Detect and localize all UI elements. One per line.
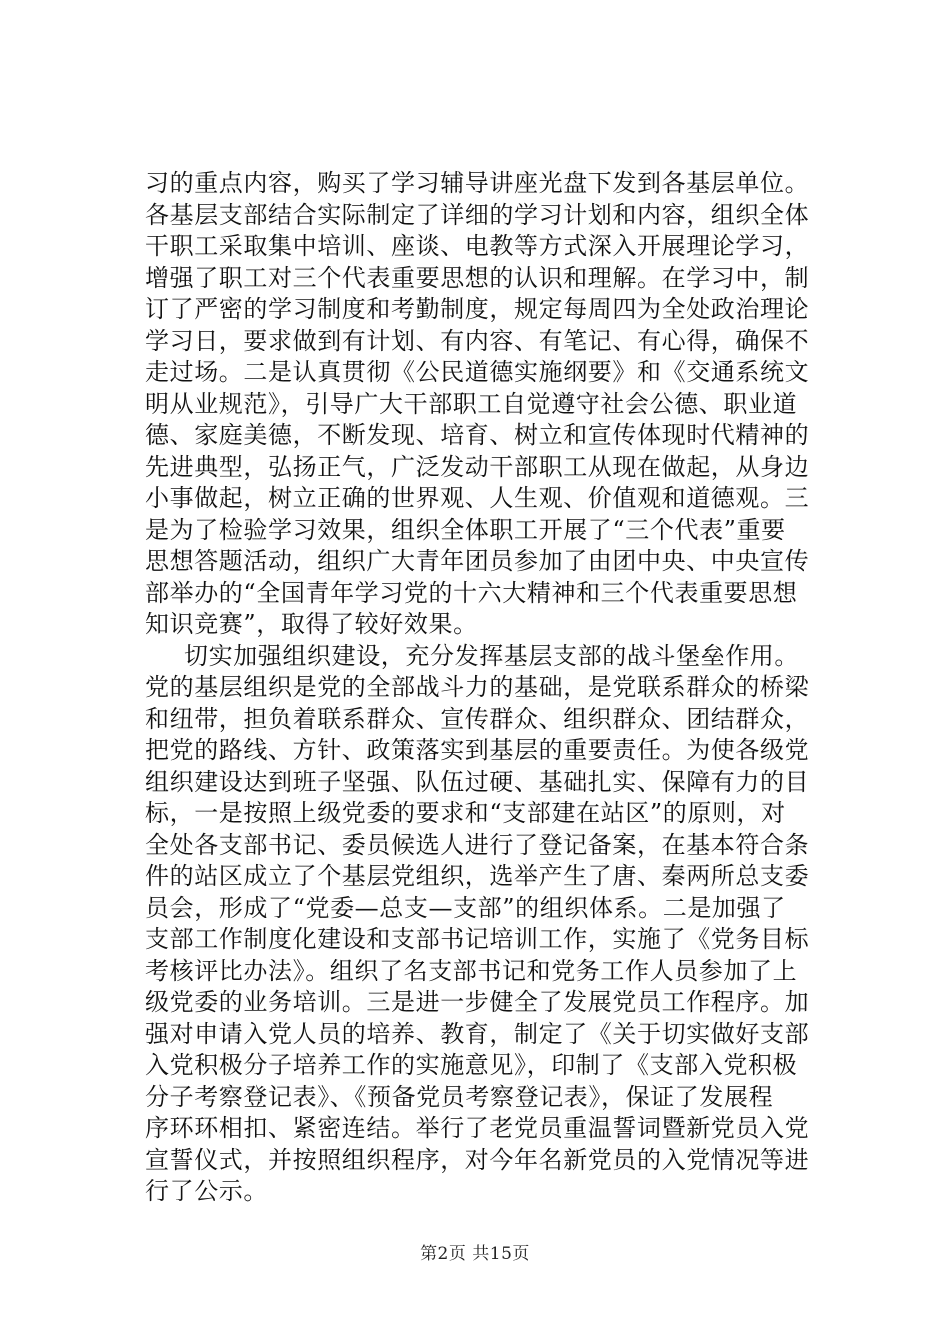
text-line: 是为了检验学习效果，组织全体职工开展了“三个代表”重要	[145, 515, 786, 544]
text-line: 序环环相扣、紧密连结。举行了老党员重温誓词暨新党员入党	[145, 1114, 810, 1142]
text-line: 组织建设达到班子坚强、队伍过硬、基础扎实、保障有力的目	[145, 767, 810, 796]
text-line: 走过场。二是认真贯彻《公民道德实施纲要》和《交通系统文	[145, 358, 810, 386]
text-line: 标，一是按照上级党委的要求和“支部建在站区”的原则，对	[145, 799, 786, 827]
text-line: 德、家庭美德，不断发现、培育、树立和宣传体现时代精神的	[145, 421, 810, 449]
text-line: 考核评比办法》。组织了名支部书记和党务工作人员参加了上	[145, 956, 798, 985]
text-line: 增强了职工对三个代表重要思想的认识和理解。在学习中，制	[145, 263, 810, 292]
paragraph-first-line: 切实加强组织建设，充分发挥基层支部的战斗堡垒作用。	[184, 641, 799, 670]
text-line: 分子考察登记表》、《预备党员考察登记表》，保证了发展程	[145, 1082, 774, 1111]
text-line: 部举办的“全国青年学习党的十六大精神和三个代表重要思想	[145, 578, 798, 607]
text-line: 件的站区成立了个基层党组织，选举产生了唐、秦两所总支委	[145, 862, 810, 890]
text-line: 全处各支部书记、委员候选人进行了登记备案，在基本符合条	[145, 830, 810, 859]
text-line: 各基层支部结合实际制定了详细的学习计划和内容，组织全体	[145, 200, 810, 229]
text-line: 明从业规范》，引导广大干部职工自觉遵守社会公德、职业道	[145, 389, 798, 418]
document-body	[145, 168, 815, 1208]
text-line: 强对申请入党人员的培养、教育，制定了《关于切实做好支部	[145, 1019, 810, 1048]
text-line: 和纽带，担负着联系群众、宣传群众、组织群众、团结群众，	[145, 704, 810, 733]
text-line: 行了公示。	[145, 1177, 268, 1205]
text-line: 支部工作制度化建设和支部书记培训工作，实施了《党务目标	[145, 925, 810, 953]
text-line: 员会，形成了“党委—总支—支部”的组织体系。二是加强了	[145, 893, 786, 922]
page-number-footer: 第2页 共15页	[420, 1244, 530, 1264]
text-line: 把党的路线、方针、政策落实到基层的重要责任。为使各级党	[145, 736, 810, 764]
text-line: 习的重点内容，购买了学习辅导讲座光盘下发到各基层单位。	[145, 169, 810, 197]
text-line: 思想答题活动，组织广大青年团员参加了由团中央、中央宣传	[145, 547, 810, 575]
text-line: 先进典型，弘扬正气，广泛发动干部职工从现在做起，从身边	[145, 452, 810, 481]
text-line: 党的基层组织是党的全部战斗力的基础，是党联系群众的桥梁	[145, 673, 810, 701]
text-line: 干职工采取集中培训、座谈、电教等方式深入开展理论学习，	[145, 232, 810, 260]
text-line: 宣誓仪式，并按照组织程序，对今年名新党员的入党情况等进	[145, 1145, 810, 1174]
text-line: 级党委的业务培训。三是进一步健全了发展党员工作程序。加	[145, 988, 810, 1016]
text-line: 知识竞赛”，取得了较好效果。	[145, 610, 478, 638]
text-line: 订了严密的学习制度和考勤制度，规定每周四为全处政治理论	[145, 295, 810, 323]
text-line: 小事做起，树立正确的世界观、人生观、价值观和道德观。三	[145, 484, 810, 512]
text-line: 入党积极分子培养工作的实施意见》，印制了《支部入党积极	[145, 1051, 798, 1079]
text-line: 学习日，要求做到有计划、有内容、有笔记、有心得，确保不	[145, 326, 810, 355]
